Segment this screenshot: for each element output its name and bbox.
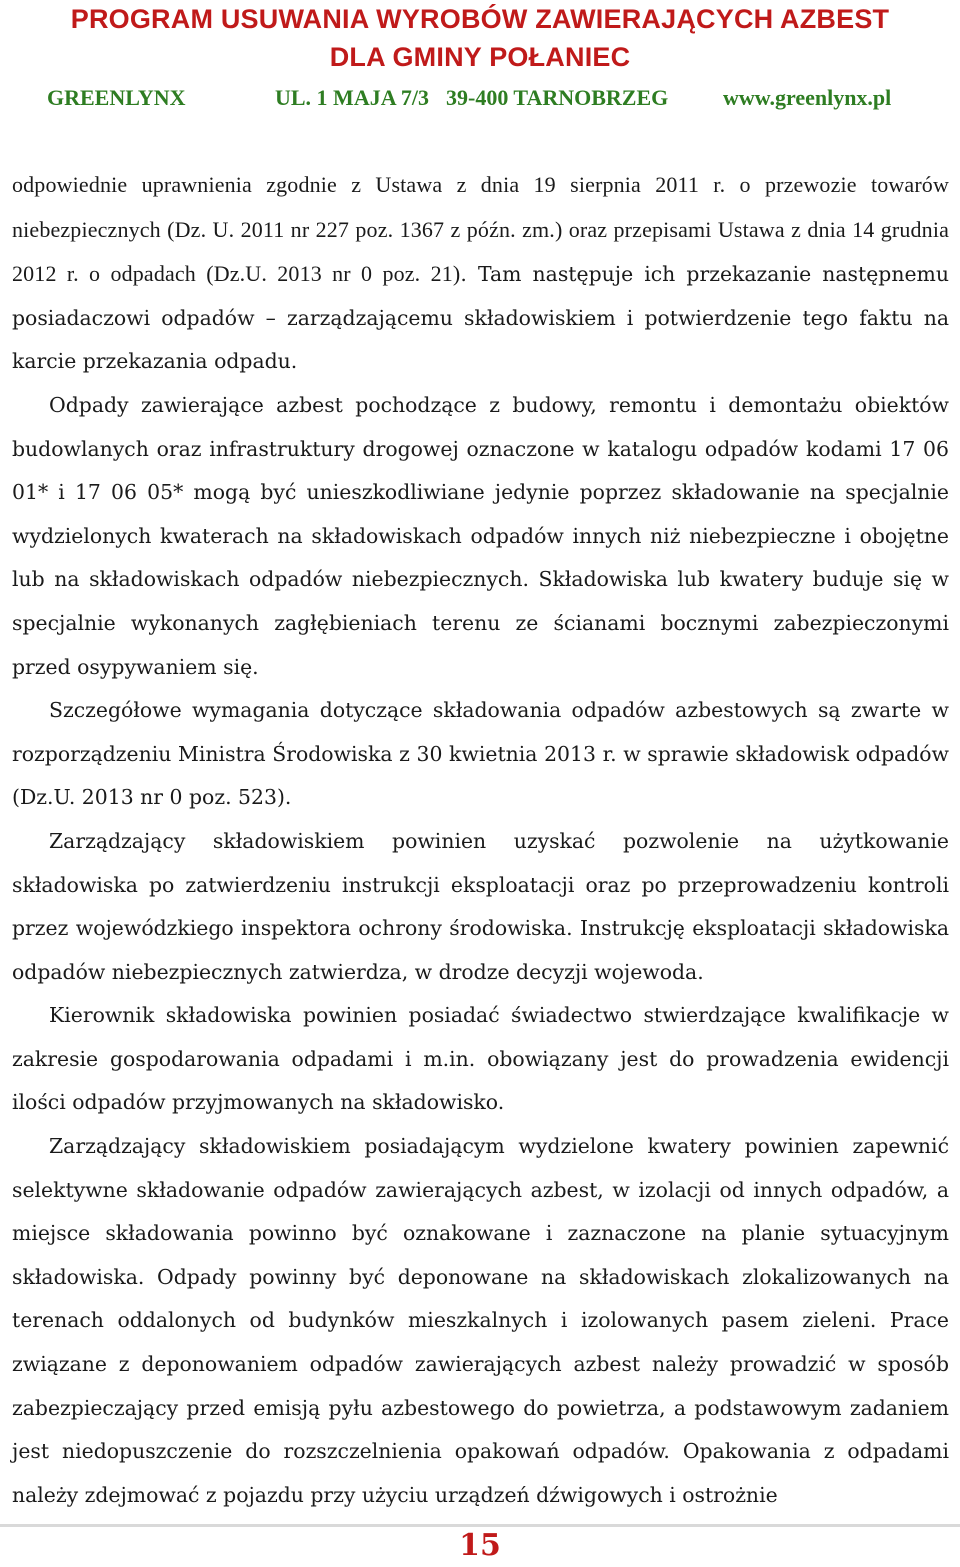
company-street: UL. 1 MAJA 7/3 — [275, 85, 429, 110]
paragraph-1-rest: . Tam następuje ich przekazanie następnemu posiadaczowi odpadów – zarządzającemu składowiskiem i potwierdzenie tego faktu na karcie przekazania odpadu. — [12, 262, 949, 374]
company-city: 39-400 TARNOBRZEG — [446, 85, 669, 110]
paragraph-4: Zarządzający składowiskiem powinien uzyskać pozwolenie na użytkowanie składowiska po zatwierdzeniu instrukcji eksploatacji oraz po przeprowadzeniu kontroli przez wojewódzkiego inspektora ochrony środowiska. Instrukcję eksploatacji składowiska odpadów niebezpiecznych zatwierdza, w drodze decyzji wojewoda. — [12, 828, 949, 984]
page-header — [0, 0, 960, 115]
document-title-line2: DLA GMINY POŁANIEC — [329, 42, 631, 72]
page-number: 15 — [459, 1528, 501, 1563]
paragraph-2: Odpady zawierające azbest pochodzące z budowy, remontu i demontażu obiektów budowlanych oraz infrastruktury drogowej oznaczone w katalogu odpadów kodami 17 06 01* i 17 06 05* mogą być unieszkodliwiane jedynie poprzez składowanie na specjalnie wydzielonych kwaterach na składowiskach odpadów innych niż niebezpieczne i obojętne lub na składowiskach odpadów niebezpiecznych. Składowiska lub kwatery buduje się w specjalnie wykonanych zagłębieniach terenu ze ścianami bocznymi zabezpieczonymi przed osypywaniem się. — [12, 392, 949, 679]
paragraph-6: Zarządzający składowiskiem posiadającym wydzielone kwatery powinien zapewnić selektywne składowanie odpadów zawierających azbest, w izolacji od innych odpadów, a miejsce składowania powinno być oznakowane i zaznaczone na planie sytuacyjnym składowiska. Odpady powinny być deponowane na składowiskach zlokalizowanych na terenach oddalonych od budynków mieszkalnych i izolowanych pasem zieleni. Prace związane z deponowaniem odpadów zawierających azbest należy prowadzić w sposób zabezpieczający przed emisją pyłu azbestowego do powietrza, a podstawowym zadaniem jest niedopuszczenie do rozszczelnienia opakowań odpadów. Opakowania z odpadami należy zdejmować z pojazdu przy użyciu urządzeń dźwigowych i ostrożnie — [12, 1134, 949, 1507]
document-title-line1: PROGRAM USUWANIA WYROBÓW ZAWIERAJĄCYCH AZBEST — [70, 4, 890, 34]
paragraph-3: Szczegółowe wymagania dotyczące składowania odpadów azbestowych są zwarte w rozporządzeniu Ministra Środowiska z 30 kwietnia 2013 r. w sprawie składowisk odpadów (Dz.U. 2013 nr 0 poz. 523). — [12, 698, 949, 810]
company-contact-bar — [0, 85, 960, 115]
company-name: GREENLYNX — [47, 85, 186, 110]
paragraph-1 — [12, 163, 949, 384]
paragraph-5: Kierownik składowiska powinien posiadać świadectwo stwierdzające kwalifikacje w zakresie gospodarowania odpadami i m.in. obowiązany jest do prowadzenia ewidencji ilości odpadów przyjmowanych na składowisko. — [12, 1003, 949, 1115]
company-website[interactable]: www.greenlynx.pl — [723, 85, 892, 110]
footer-divider — [0, 1524, 960, 1527]
document-body — [12, 163, 949, 1517]
paragraph-1-serif-part: odpowiednie uprawnienia zgodnie z Ustawa z dnia 19 sierpnia 2011 r. o przewozie towarów niebezpiecznych (Dz. U. 2011 nr 227 poz. 1367 z późn. zm.) oraz przepisami Ustawa z dnia 14 grudnia 2012 r. o odpadach (Dz.U. 2013 nr 0 poz. 21) — [12, 172, 949, 287]
